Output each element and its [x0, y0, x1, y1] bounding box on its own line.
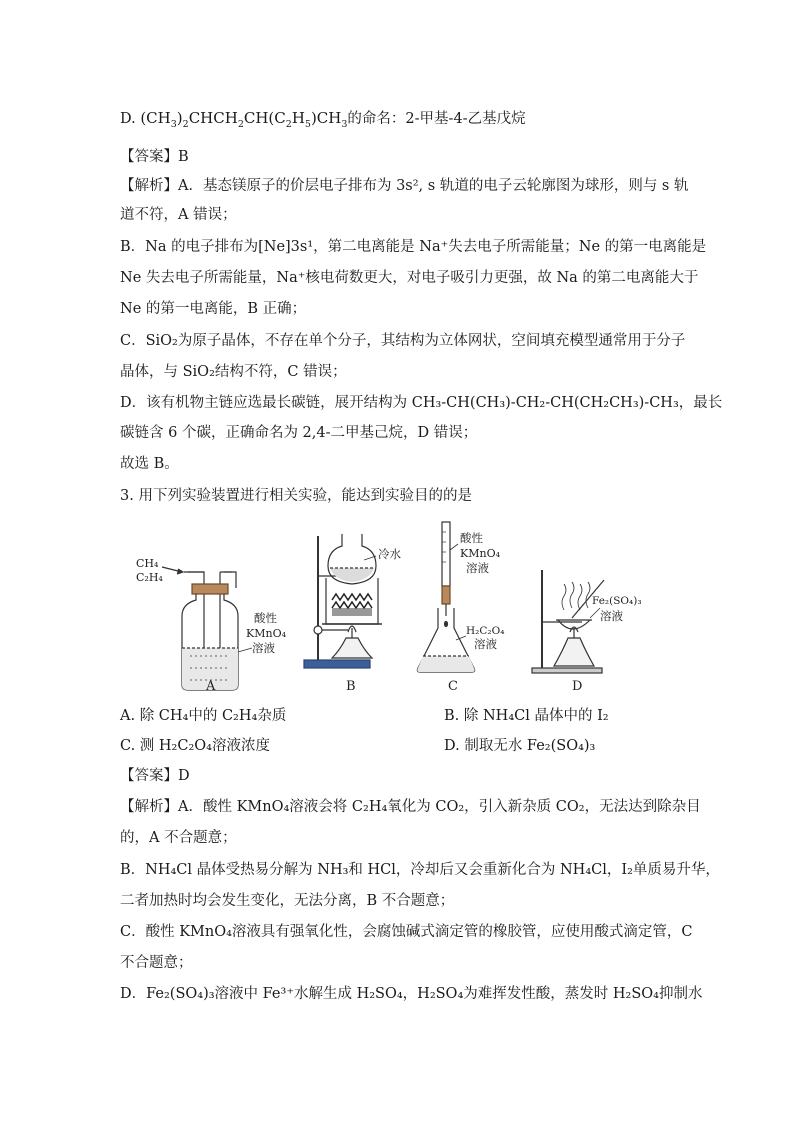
q2-analysis-line: 碳链含 6 个碳，正确命名为 2,4-二甲基己烷，D 错误； — [120, 425, 478, 441]
q3-analysis-line: 【解析】A．酸性 KMnO₄溶液会将 C₂H₄氧化为 CO₂，引入新杂质 CO₂，无法达到除杂目 — [120, 799, 701, 815]
apparatus-a — [136, 557, 287, 690]
apparatus-c-label2: KMnO₄ — [460, 547, 500, 560]
q3-option-b: B. 除 NH₄Cl 晶体中的 I₂ — [444, 708, 609, 724]
apparatus-figure — [120, 520, 680, 695]
q3-stem: 3. 用下列实验装置进行相关实验，能达到实验目的的是 — [120, 488, 472, 504]
q3-option-a: A. 除 CH₄中的 C₂H₄杂质 — [120, 708, 287, 724]
rubber-tube — [442, 586, 450, 604]
q2-option-d-text: 的命名：2-甲基-4-乙基戊烷 — [347, 111, 526, 127]
q2-analysis-line: 晶体，与 SiO₂结构不符，C 错误； — [120, 364, 347, 380]
apparatus-c-label5: 溶液 — [474, 637, 497, 651]
apparatus-d — [532, 570, 642, 673]
q2-analysis-line: B．Na 的电子排布为[Ne]3s¹，第二电离能是 Na⁺失去电子所需能量；Ne 的第一电离能是 — [120, 239, 707, 255]
q2-option-d-formula: $(CH_3)_2CHCH_2CH(C_2H_5)CH_3$ — [140, 109, 348, 130]
alcohol-lamp-d — [554, 638, 594, 666]
caption-a: A — [206, 679, 216, 694]
q3-analysis-line: 不合题意； — [120, 955, 193, 971]
q3-option-c: C. 测 H₂C₂O₄溶液浓度 — [120, 738, 270, 754]
q2-analysis-line: Ne 的第一电离能，B 正确； — [120, 301, 307, 317]
apparatus-a-label3: 溶液 — [252, 641, 275, 655]
apparatus-d-label1: Fe₂(SO₄)₃ — [592, 595, 642, 607]
apparatus-a-gas2: C₂H₄ — [136, 571, 163, 584]
q2-analysis-line: D．该有机物主链应选最长碳链，展开结构为 CH₃-CH(CH₃)-CH₂-CH(CH₂CH₃)-CH₃，最长 — [120, 395, 723, 411]
apparatus-d-label2: 溶液 — [600, 609, 623, 623]
q2-answer: 【答案】B — [120, 149, 189, 165]
stopper — [192, 584, 228, 594]
apparatus-b — [304, 534, 401, 668]
alcohol-lamp — [332, 638, 372, 658]
caption-c: C — [448, 679, 458, 694]
q2-analysis-line: 道不符，A 错误； — [120, 207, 237, 223]
apparatus-a-label2: KMnO₄ — [246, 627, 286, 640]
apparatus-c — [417, 522, 504, 672]
burette — [442, 522, 450, 586]
apparatus-c-label4: H₂C₂O₄ — [466, 625, 505, 637]
q2-option-d — [120, 108, 526, 129]
q2-conclusion: 故选 B。 — [120, 456, 179, 472]
q2-analysis-line: Ne 失去电子所需能量，Na⁺核电荷数更大，对电子吸引力更强，故 Na 的第二电离能大于 — [120, 270, 699, 286]
stand-base-d — [532, 668, 602, 673]
evaporating-dish — [558, 620, 590, 629]
q2-option-d-label: D. — [120, 111, 136, 127]
q2-analysis-line: 【解析】A．基态镁原子的价层电子排布为 3s², s 轨道的电子云轮廓图为球形，则与 s 轨 — [120, 178, 689, 194]
q3-answer: 【答案】D — [120, 768, 190, 784]
q3-analysis-line: 二者加热时均会发生变化，无法分离，B 不合题意； — [120, 893, 455, 909]
q2-analysis-line: C．SiO₂为原子晶体，不存在单个分子，其结构为立体网状，空间填充模型通常用于分子 — [120, 333, 686, 349]
apparatus-c-label3: 溶液 — [466, 561, 489, 575]
caption-b: B — [346, 679, 356, 694]
q3-analysis-line: B．NH₄Cl 晶体受热易分解为 NH₃和 HCl，冷却后又会重新化合为 NH₄Cl，I₂单质易升华， — [120, 862, 720, 878]
apparatus-a-gas1: CH₄ — [136, 557, 159, 570]
q3-analysis-line: D．Fe₂(SO₄)₃溶液中 Fe³⁺水解生成 H₂SO₄，H₂SO₄为难挥发性酸，蒸发时 H₂SO₄抑制水 — [120, 986, 703, 1002]
apparatus-b-label: 冷水 — [378, 547, 401, 561]
stand-base — [304, 660, 370, 668]
q3-analysis-line: C．酸性 KMnO₄溶液具有强氧化性，会腐蚀碱式滴定管的橡胶管，应使用酸式滴定管，C — [120, 924, 693, 940]
q3-analysis-line: 的，A 不合题意； — [120, 830, 237, 846]
caption-d: D — [572, 679, 583, 694]
apparatus-c-label1: 酸性 — [460, 531, 483, 545]
apparatus-a-label1: 酸性 — [254, 611, 277, 625]
q3-option-d: D. 制取无水 Fe₂(SO₄)₃ — [444, 738, 596, 754]
